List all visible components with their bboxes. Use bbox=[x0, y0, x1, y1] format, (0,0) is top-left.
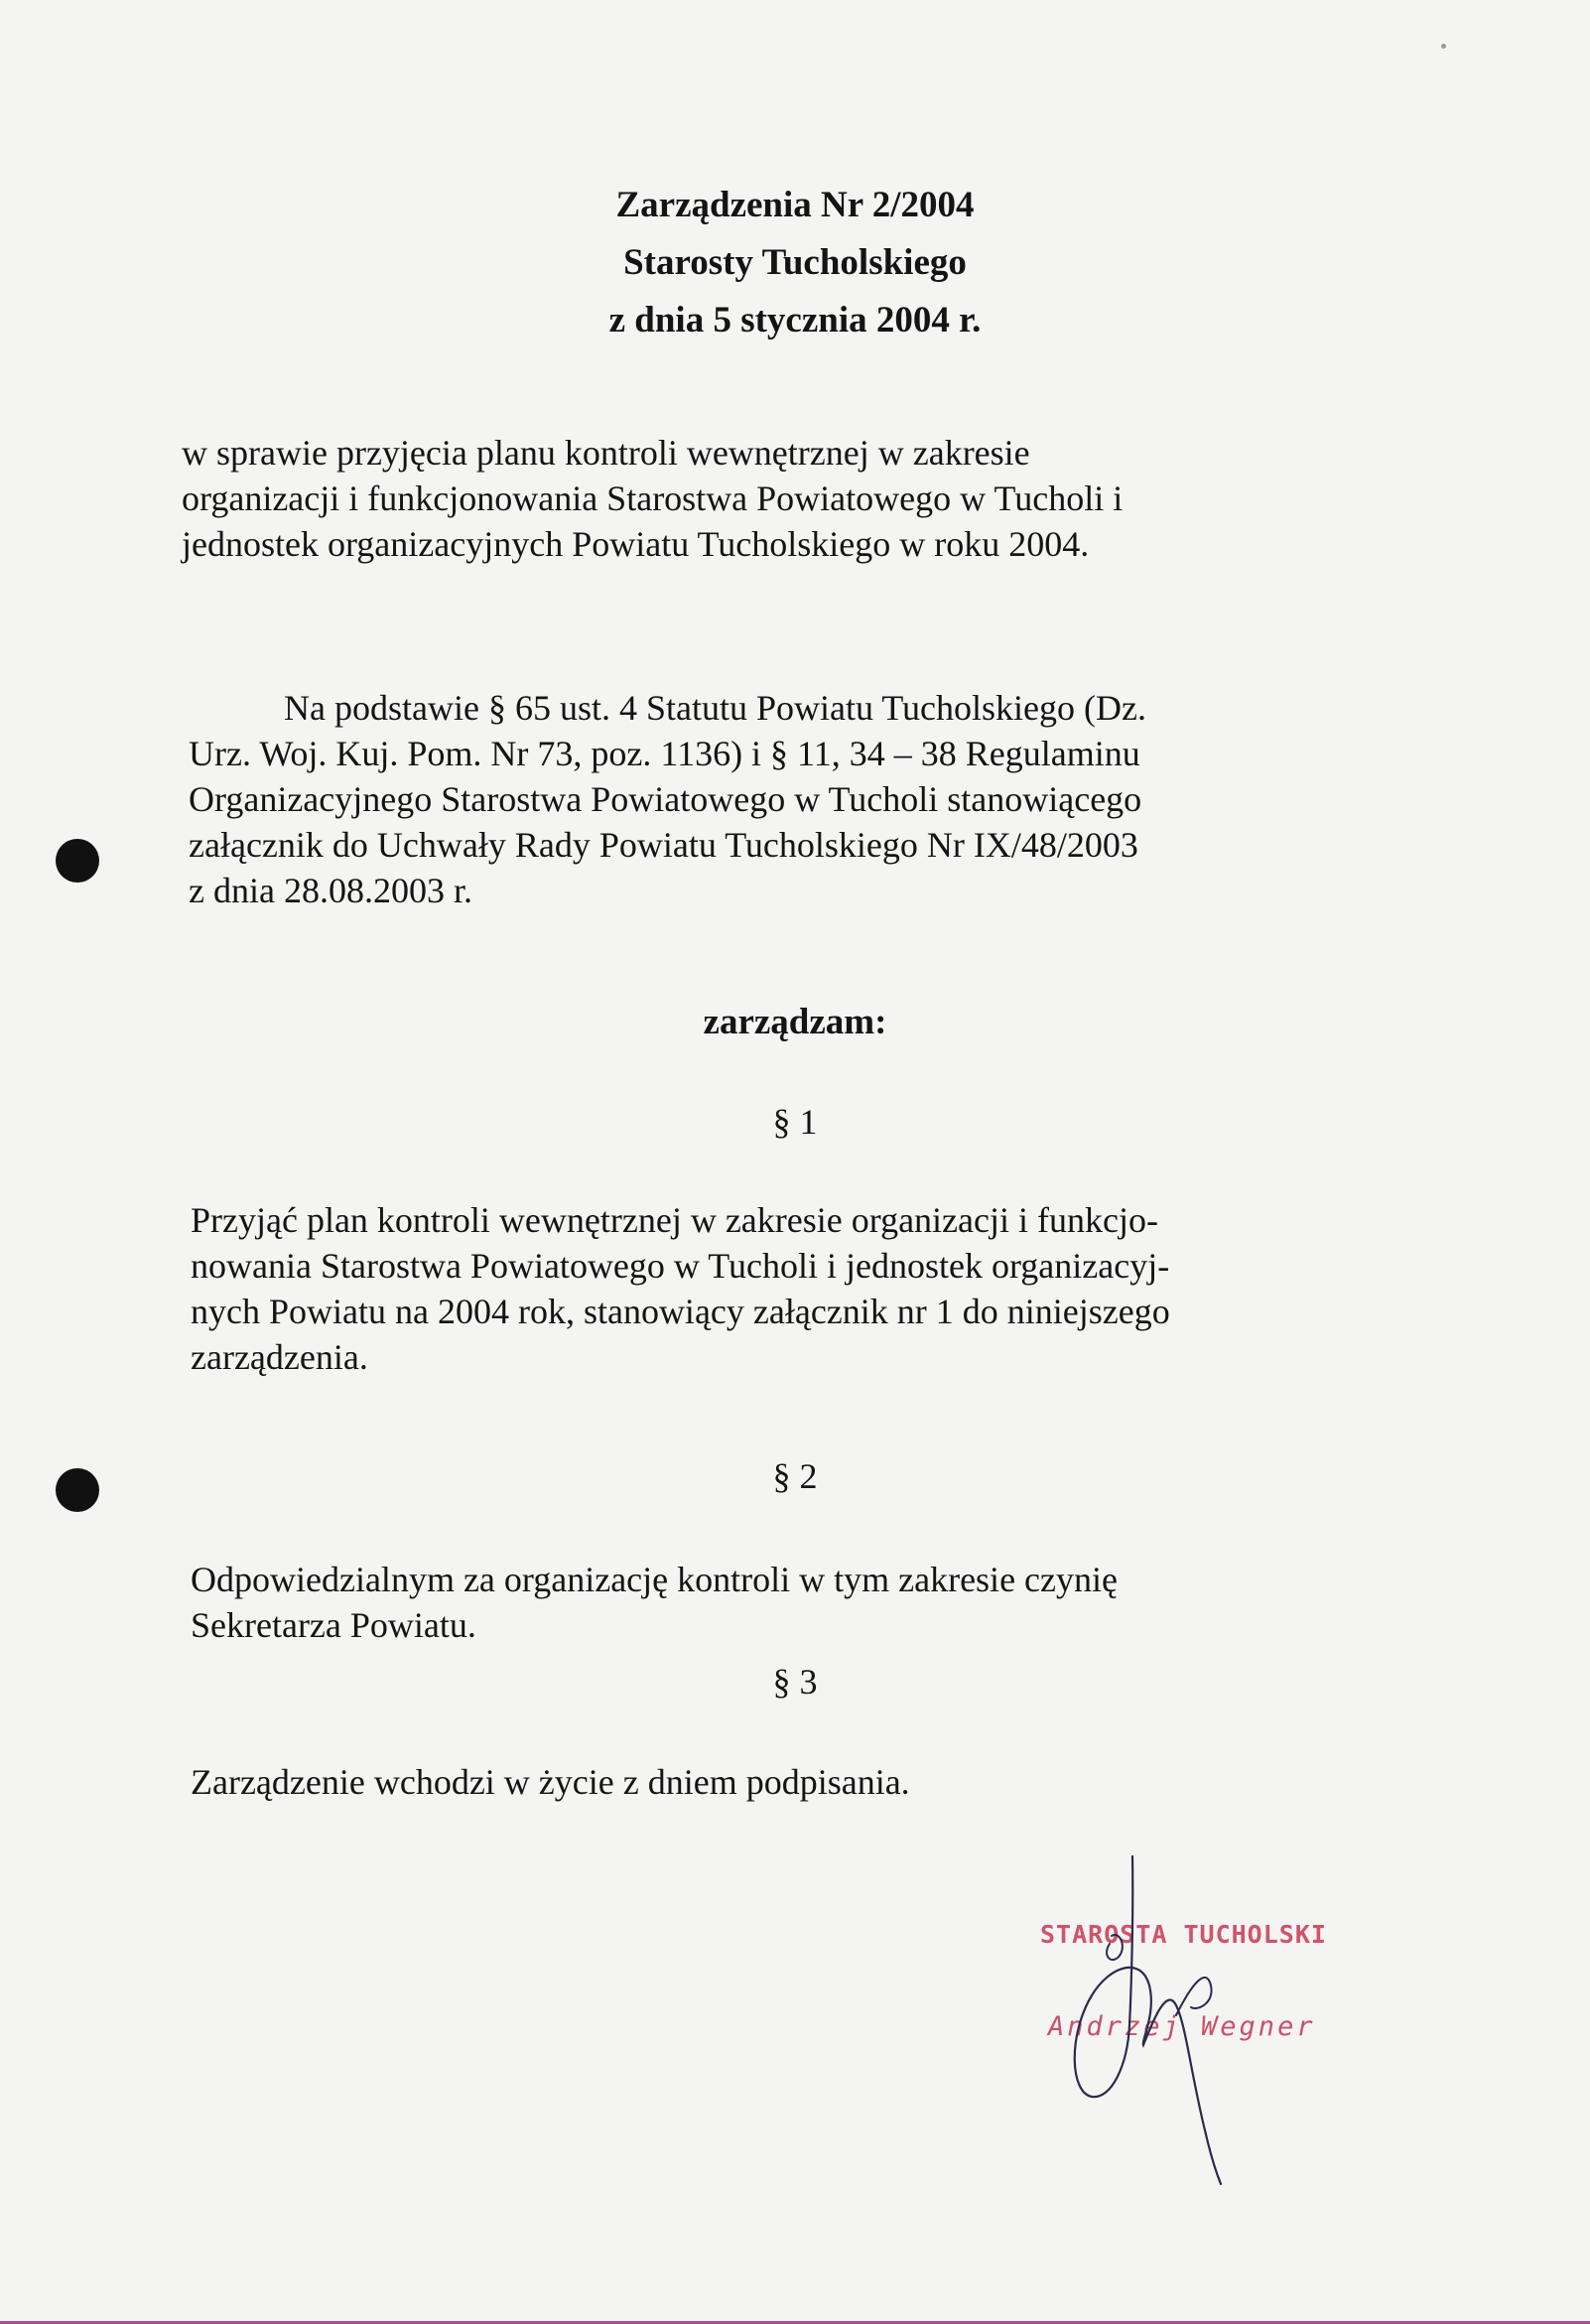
basis-line: załącznik do Uchwały Rady Powiatu Tucholskiego Nr IX/48/2003 bbox=[189, 825, 1138, 865]
section-1-line: zarządzenia. bbox=[191, 1337, 368, 1377]
basis-line: Urz. Woj. Kuj. Pom. Nr 73, poz. 1136) i § 11, 34 – 38 Regulaminu bbox=[189, 734, 1140, 773]
legal-basis-paragraph bbox=[189, 685, 1439, 913]
section-3-mark: § 3 bbox=[772, 1662, 818, 1702]
document-header bbox=[0, 177, 1590, 349]
section-1-mark: § 1 bbox=[772, 1102, 818, 1142]
signature-stroke bbox=[1107, 1935, 1123, 1960]
header-issuer: Starosty Tucholskiego bbox=[623, 242, 967, 283]
handwritten-signature bbox=[993, 1837, 1390, 2194]
section-2-line: Sekretarza Powiatu. bbox=[191, 1605, 476, 1645]
subject-line: organizacji i funkcjonowania Starostwa Powiatowego w Tucholi i bbox=[182, 478, 1124, 518]
basis-line: Na podstawie § 65 ust. 4 Statutu Powiatu Tucholskiego (Dz. bbox=[284, 688, 1146, 728]
signature-stroke bbox=[1075, 1856, 1221, 2184]
punch-hole-top bbox=[56, 839, 99, 883]
signature-stroke bbox=[1176, 1978, 1212, 2015]
subject-paragraph bbox=[182, 430, 1412, 567]
order-heading: zarządzam: bbox=[703, 1002, 887, 1042]
subject-line: w sprawie przyjęcia planu kontroli wewnętrznej w zakresie bbox=[182, 433, 1030, 473]
section-1-line: Przyjąć plan kontroli wewnętrznej w zakresie organizacji i funkcjo- bbox=[191, 1200, 1158, 1240]
basis-line: Organizacyjnego Starostwa Powiatowego w Tucholi stanowiącego bbox=[189, 779, 1142, 819]
section-2-text bbox=[191, 1557, 1421, 1648]
header-title: Zarządzenia Nr 2/2004 bbox=[615, 185, 975, 225]
header-date: z dnia 5 stycznia 2004 r. bbox=[608, 300, 982, 341]
stamp-title: STAROSTA TUCHOLSKI bbox=[1040, 1920, 1327, 1949]
section-3-text bbox=[191, 1759, 1421, 1805]
basis-line: z dnia 28.08.2003 r. bbox=[189, 871, 472, 910]
scan-speck bbox=[1441, 44, 1446, 49]
section-1-line: nowania Starostwa Powiatowego w Tucholi i jednostek organizacyj- bbox=[191, 1246, 1170, 1286]
official-stamp bbox=[993, 1837, 1390, 2194]
section-3-line: Zarządzenie wchodzi w życie z dniem podpisania. bbox=[191, 1762, 910, 1802]
section-2-mark: § 2 bbox=[772, 1456, 818, 1496]
subject-line: jednostek organizacyjnych Powiatu Tucholskiego w roku 2004. bbox=[182, 524, 1090, 564]
stamp-name: Andrzej Wegner bbox=[1048, 2011, 1316, 2042]
section-1-text bbox=[191, 1197, 1421, 1380]
section-2-line: Odpowiedzialnym za organizację kontroli w tym zakresie czynię bbox=[191, 1560, 1118, 1599]
section-1-line: nych Powiatu na 2004 rok, stanowiący załącznik nr 1 do niniejszego bbox=[191, 1292, 1170, 1331]
